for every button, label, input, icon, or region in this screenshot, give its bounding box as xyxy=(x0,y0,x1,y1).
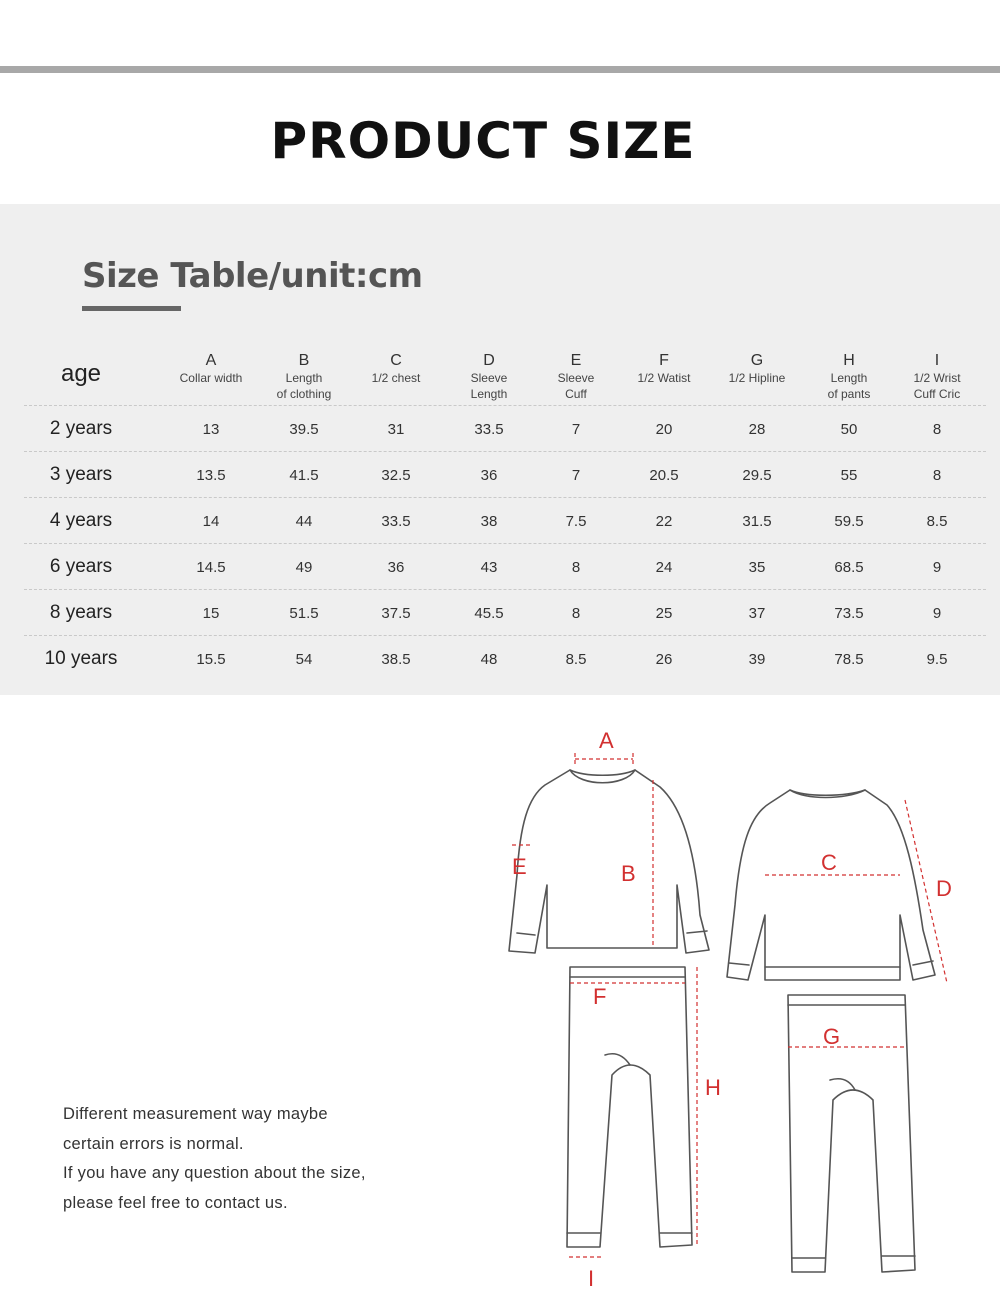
size-value: 41.5 xyxy=(289,466,319,484)
column-header xyxy=(346,346,446,406)
size-value: 13.5 xyxy=(196,466,226,484)
size-value: 9 xyxy=(932,558,942,576)
size-value: 51.5 xyxy=(289,604,319,622)
age-header-label: age xyxy=(60,360,102,387)
size-value-cell xyxy=(712,406,802,452)
size-value-cell xyxy=(531,636,621,682)
size-value: 29.5 xyxy=(742,466,772,484)
column-header xyxy=(439,346,539,406)
front-top-outline xyxy=(509,770,709,953)
column-header xyxy=(707,346,807,406)
size-value: 31.5 xyxy=(742,512,772,530)
size-value: 55 xyxy=(840,466,858,484)
size-value-cell xyxy=(166,406,256,452)
size-value: 9.5 xyxy=(926,650,948,668)
size-value-cell xyxy=(531,544,621,590)
size-value-cell xyxy=(619,636,709,682)
size-value: 78.5 xyxy=(834,650,864,668)
column-letter: E xyxy=(570,352,582,369)
front-pants-outline xyxy=(567,967,692,1247)
age-cell xyxy=(26,406,136,452)
size-value-cell xyxy=(892,498,982,544)
size-value: 26 xyxy=(655,650,673,668)
size-value: 8.5 xyxy=(926,512,948,530)
column-letter: G xyxy=(750,352,764,369)
size-value-cell xyxy=(712,636,802,682)
column-letter: D xyxy=(483,352,495,369)
age-value: 2 years xyxy=(49,418,113,439)
age-value: 4 years xyxy=(49,510,113,531)
size-value: 73.5 xyxy=(834,604,864,622)
size-value-cell xyxy=(444,452,534,498)
size-value-cell xyxy=(892,636,982,682)
back-top-outline xyxy=(727,790,935,980)
size-value-cell xyxy=(259,498,349,544)
size-value-cell xyxy=(531,452,621,498)
size-value: 15 xyxy=(202,604,220,622)
size-value-cell xyxy=(619,406,709,452)
size-value-cell xyxy=(712,590,802,636)
size-value-cell xyxy=(444,544,534,590)
age-cell xyxy=(26,590,136,636)
size-value: 35 xyxy=(748,558,766,576)
size-value: 37 xyxy=(748,604,766,622)
size-value-cell xyxy=(166,590,256,636)
size-value: 50 xyxy=(840,420,858,438)
column-name: Length of clothing xyxy=(276,371,332,401)
size-value: 20 xyxy=(655,420,673,438)
column-header xyxy=(254,346,354,406)
size-value: 7 xyxy=(571,420,581,438)
size-value-cell xyxy=(351,636,441,682)
size-value: 49 xyxy=(295,558,313,576)
size-value: 33.5 xyxy=(381,512,411,530)
size-value-cell xyxy=(351,406,441,452)
column-header xyxy=(614,346,714,406)
measurement-note xyxy=(63,1100,366,1218)
label-e: E xyxy=(512,854,527,879)
size-value-cell xyxy=(351,452,441,498)
label-g: G xyxy=(823,1024,841,1049)
column-name: 1/2 Watist xyxy=(637,371,691,385)
top-divider xyxy=(0,66,1000,73)
size-value-cell xyxy=(804,452,894,498)
size-value: 54 xyxy=(295,650,313,668)
measure-a xyxy=(575,753,633,765)
size-value-cell xyxy=(531,406,621,452)
size-value-cell xyxy=(892,544,982,590)
size-value-cell xyxy=(619,452,709,498)
table-row xyxy=(24,544,986,590)
size-value-cell xyxy=(804,590,894,636)
size-value-cell xyxy=(531,590,621,636)
size-table xyxy=(24,346,986,682)
size-value-cell xyxy=(166,452,256,498)
size-value-cell xyxy=(892,406,982,452)
size-value-cell xyxy=(804,636,894,682)
size-value-cell xyxy=(351,498,441,544)
size-table-panel xyxy=(0,204,1000,695)
size-value-cell xyxy=(259,406,349,452)
size-value: 39.5 xyxy=(289,420,319,438)
size-value-cell xyxy=(804,498,894,544)
column-name: 1/2 Hipline xyxy=(728,371,786,385)
size-value: 8 xyxy=(932,420,942,438)
size-value: 15.5 xyxy=(196,650,226,668)
size-value-cell xyxy=(444,636,534,682)
table-row xyxy=(24,590,986,636)
size-value-cell xyxy=(712,544,802,590)
age-header-cell xyxy=(26,346,136,406)
size-value: 39 xyxy=(748,650,766,668)
column-name: Sleeve Cuff xyxy=(557,371,595,401)
size-value-cell xyxy=(892,452,982,498)
size-value-cell xyxy=(712,452,802,498)
size-value-cell xyxy=(351,590,441,636)
column-name: Length of pants xyxy=(827,371,871,401)
size-value: 37.5 xyxy=(381,604,411,622)
age-value: 6 years xyxy=(49,556,113,577)
column-name: 1/2 Wrist Cuff Cric xyxy=(913,371,961,401)
size-value: 25 xyxy=(655,604,673,622)
size-value: 8 xyxy=(571,604,581,622)
column-header xyxy=(887,346,987,406)
table-row xyxy=(24,406,986,452)
age-value: 3 years xyxy=(49,464,113,485)
column-letter: F xyxy=(659,352,669,369)
size-value: 32.5 xyxy=(381,466,411,484)
size-value: 48 xyxy=(480,650,498,668)
column-header xyxy=(526,346,626,406)
column-header xyxy=(161,346,261,406)
age-cell xyxy=(26,452,136,498)
size-value: 36 xyxy=(480,466,498,484)
age-cell xyxy=(26,544,136,590)
age-cell xyxy=(26,498,136,544)
size-value-cell xyxy=(804,544,894,590)
size-value-cell xyxy=(804,406,894,452)
size-value-cell xyxy=(166,636,256,682)
size-value-cell xyxy=(259,452,349,498)
size-table-heading: Size Table/unit:cm xyxy=(82,256,423,296)
size-value-cell xyxy=(619,498,709,544)
note-line: please feel free to contact us. xyxy=(63,1193,288,1212)
column-letter: A xyxy=(205,352,217,369)
size-value-cell xyxy=(166,544,256,590)
size-value: 20.5 xyxy=(649,466,679,484)
size-value-cell xyxy=(351,544,441,590)
size-value: 59.5 xyxy=(834,512,864,530)
size-value: 28 xyxy=(748,420,766,438)
label-d: D xyxy=(936,876,952,901)
size-value: 43 xyxy=(480,558,498,576)
size-value: 8 xyxy=(571,558,581,576)
label-b: B xyxy=(621,861,636,886)
size-value: 44 xyxy=(295,512,313,530)
column-name: Collar width xyxy=(179,371,243,385)
size-value-cell xyxy=(444,406,534,452)
column-letter: B xyxy=(298,352,310,369)
table-header-row xyxy=(24,346,986,406)
table-row xyxy=(24,498,986,544)
size-value: 33.5 xyxy=(474,420,504,438)
column-letter: H xyxy=(843,352,855,369)
label-i: I xyxy=(588,1266,595,1291)
note-line: If you have any question about the size, xyxy=(63,1164,366,1182)
size-value-cell xyxy=(531,498,621,544)
size-value-cell xyxy=(619,590,709,636)
size-value: 8 xyxy=(932,466,942,484)
size-value: 24 xyxy=(655,558,673,576)
age-cell xyxy=(26,636,136,682)
size-value-cell xyxy=(166,498,256,544)
column-name: Sleeve Length xyxy=(470,371,508,401)
table-row xyxy=(24,452,986,498)
column-name: 1/2 chest xyxy=(371,371,421,385)
label-h: H xyxy=(705,1075,721,1100)
garment-drawing xyxy=(495,725,975,1300)
size-value-cell xyxy=(259,636,349,682)
size-value: 9 xyxy=(932,604,942,622)
size-value: 22 xyxy=(655,512,673,530)
size-value: 36 xyxy=(387,558,405,576)
heading-underline xyxy=(82,306,181,311)
size-value: 14.5 xyxy=(196,558,226,576)
size-value: 31 xyxy=(387,420,405,438)
age-value: 8 years xyxy=(49,602,113,623)
size-value: 14 xyxy=(202,512,220,530)
back-pants-outline xyxy=(788,995,915,1272)
label-f: F xyxy=(593,984,607,1009)
column-letter: I xyxy=(934,352,940,369)
note-line: Different measurement way maybe xyxy=(63,1105,328,1123)
size-value-cell xyxy=(619,544,709,590)
size-value: 45.5 xyxy=(474,604,504,622)
measurement-diagram xyxy=(495,725,975,1300)
column-header xyxy=(799,346,899,406)
size-value: 38 xyxy=(480,512,498,530)
size-value-cell xyxy=(259,544,349,590)
size-value: 7 xyxy=(571,466,581,484)
size-value-cell xyxy=(259,590,349,636)
label-c: C xyxy=(821,850,837,875)
age-value: 10 years xyxy=(44,648,118,669)
size-value: 7.5 xyxy=(565,512,587,530)
size-value: 38.5 xyxy=(381,650,411,668)
size-value: 8.5 xyxy=(565,650,587,668)
size-value-cell xyxy=(892,590,982,636)
size-value-cell xyxy=(712,498,802,544)
size-value-cell xyxy=(444,498,534,544)
page-title: PRODUCT SIZE xyxy=(270,112,696,170)
note-line: certain errors is normal. xyxy=(63,1134,244,1153)
size-value: 68.5 xyxy=(834,558,864,576)
front-collar xyxy=(570,770,635,783)
label-a: A xyxy=(599,728,614,753)
column-letter: C xyxy=(390,352,402,369)
size-value-cell xyxy=(444,590,534,636)
table-row xyxy=(24,636,986,682)
size-value: 13 xyxy=(202,420,220,438)
